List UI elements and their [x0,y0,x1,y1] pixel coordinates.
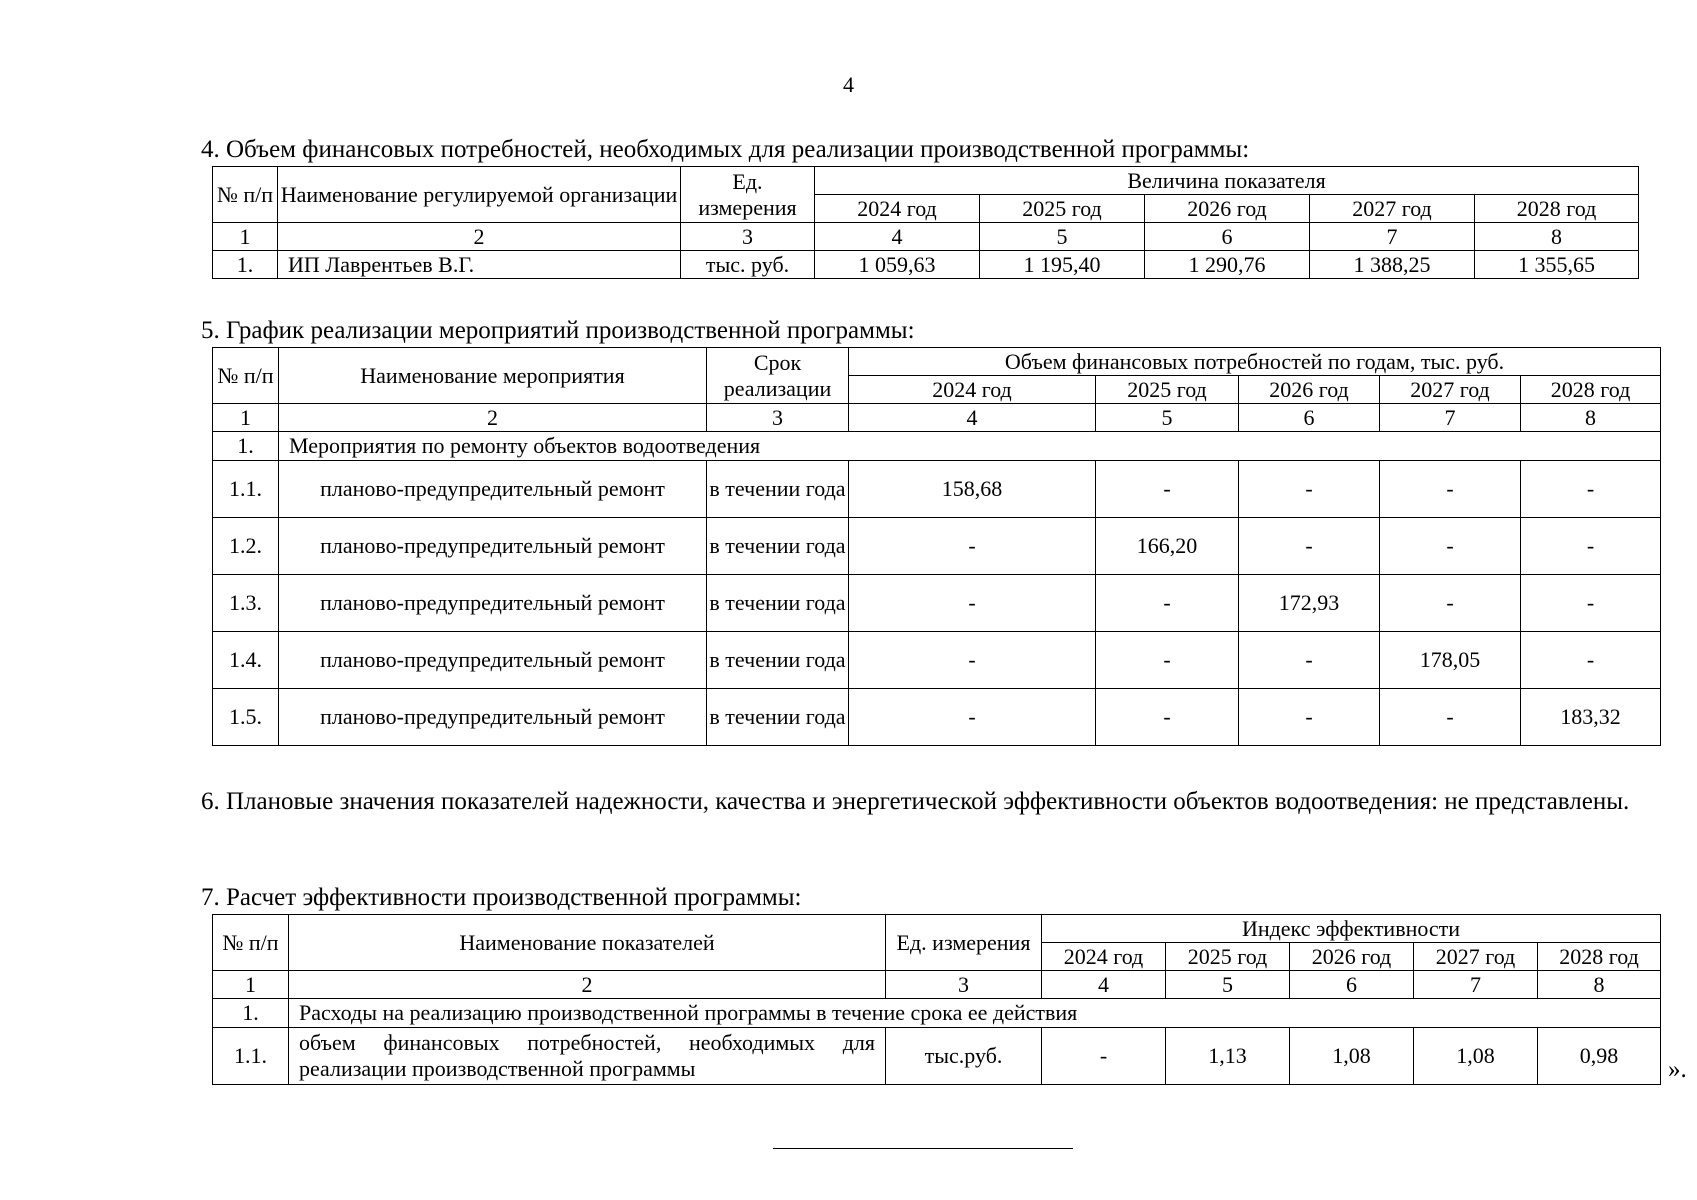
footer-divider [773,1148,1073,1149]
value-2028: 1 355,65 [1475,251,1639,279]
value-2028: - [1521,518,1661,575]
closing-quote: ». [1668,1056,1687,1083]
column-number: 2 [289,971,886,999]
value-2026: - [1239,518,1380,575]
header-year: 2025 год [980,195,1145,223]
activity-name: планово-предупредительный ремонт [279,518,707,575]
header-year: 2027 год [1414,943,1538,971]
row-num: 1.2. [213,518,279,575]
header-unit: Ед. измерения [681,167,815,223]
column-number: 5 [980,223,1145,251]
value-2024: 158,68 [849,461,1096,518]
column-number: 5 [1096,404,1239,432]
value-2026: 1 290,76 [1145,251,1310,279]
value-2024: - [849,689,1096,746]
value-2026: - [1239,689,1380,746]
value-2026: 1,08 [1290,1028,1414,1085]
term: в течении года [707,575,849,632]
table-row [213,251,1639,279]
column-number-row [213,404,1661,432]
value-2028: 0,98 [1538,1028,1661,1085]
value-2026: 172,93 [1239,575,1380,632]
column-number: 6 [1290,971,1414,999]
column-number: 3 [707,404,849,432]
column-number: 4 [1042,971,1166,999]
header-year: 2026 год [1145,195,1310,223]
column-number: 1 [213,404,279,432]
value-2024: - [849,632,1096,689]
term: в течении года [707,632,849,689]
header-year: 2028 год [1538,943,1661,971]
header-num: № п/п [213,167,278,223]
row-num: 1.3. [213,575,279,632]
header-org-name: Наименование регулируемой организации [278,167,681,223]
column-number: 1 [213,971,289,999]
section-5-title: 5. График реализации мероприятий производственной программы: [201,317,915,344]
value-2027: 1 388,25 [1310,251,1475,279]
row-num: 1. [213,432,279,461]
group-row [213,432,1661,461]
term: в течении года [707,689,849,746]
term: в течении года [707,461,849,518]
row-num: 1.1. [213,461,279,518]
column-number: 6 [1145,223,1310,251]
row-num: 1.5. [213,689,279,746]
table-row [213,575,1661,632]
value-2025: - [1096,632,1239,689]
table-row [213,1028,1661,1085]
header-unit: Ед. измерения [886,915,1042,971]
column-number: 4 [815,223,980,251]
unit: тыс. руб. [681,251,815,279]
header-year: 2025 год [1166,943,1290,971]
schedule-table [212,347,1661,746]
value-2027: 178,05 [1380,632,1521,689]
header-term: Срок реализации [707,348,849,404]
header-year: 2027 год [1380,376,1521,404]
efficiency-table [212,914,1661,1085]
row-num: 1.4. [213,632,279,689]
header-financial-needs: Объем финансовых потребностей по годам, тыс. руб. [849,348,1661,376]
header-year: 2024 год [815,195,980,223]
value-2024: - [1042,1028,1166,1085]
value-2027: - [1380,518,1521,575]
header-indicator-name: Наименование показателей [289,915,886,971]
activity-name: планово-предупредительный ремонт [279,461,707,518]
value-2026: - [1239,632,1380,689]
page-number: 4 [843,72,854,97]
column-number: 8 [1521,404,1661,432]
column-number-row [213,223,1639,251]
column-number-row [213,971,1661,999]
activity-name: планово-предупредительный ремонт [279,575,707,632]
section-7-title: 7. Расчет эффективности производственной программы: [201,884,802,911]
value-2028: - [1521,632,1661,689]
header-year: 2024 год [849,376,1096,404]
column-number: 7 [1414,971,1538,999]
value-2025: 1 195,40 [980,251,1145,279]
value-2027: - [1380,461,1521,518]
value-2027: - [1380,575,1521,632]
header-year: 2024 год [1042,943,1166,971]
term: в течении года [707,518,849,575]
column-number: 7 [1310,223,1475,251]
header-indicator-value: Величина показателя [815,167,1639,195]
table-row [213,518,1661,575]
value-2028: - [1521,461,1661,518]
column-number: 4 [849,404,1096,432]
activity-name: планово-предупредительный ремонт [279,689,707,746]
column-number: 6 [1239,404,1380,432]
row-num: 1. [213,999,289,1028]
indicator-name: объем финансовых потребностей, необходимых для реализации производственной программы [289,1028,886,1085]
column-number: 7 [1380,404,1521,432]
value-2026: - [1239,461,1380,518]
column-number: 8 [1475,223,1639,251]
header-activity-name: Наименование мероприятия [279,348,707,404]
value-2024: - [849,575,1096,632]
financial-needs-table [212,166,1639,279]
value-2028: 183,32 [1521,689,1661,746]
header-efficiency-index: Индекс эффективности [1042,915,1661,943]
column-number: 2 [278,223,681,251]
column-number: 2 [279,404,707,432]
column-number: 1 [213,223,278,251]
header-year: 2028 год [1475,195,1639,223]
header-year: 2028 год [1521,376,1661,404]
column-number: 3 [681,223,815,251]
header-num: № п/п [213,915,289,971]
header-year: 2025 год [1096,376,1239,404]
table-row [213,632,1661,689]
value-2024: 1 059,63 [815,251,980,279]
value-2024: - [849,518,1096,575]
header-year: 2026 год [1239,376,1380,404]
table-row [213,689,1661,746]
value-2025: 1,13 [1166,1028,1290,1085]
header-year: 2027 год [1310,195,1475,223]
column-number: 5 [1166,971,1290,999]
header-year: 2026 год [1290,943,1414,971]
table-row [213,461,1661,518]
column-number: 3 [886,971,1042,999]
row-num: 1.1. [213,1028,289,1085]
section-4-title: 4. Объем финансовых потребностей, необходимых для реализации производственной программы: [201,136,1250,163]
value-2025: - [1096,575,1239,632]
value-2025: - [1096,461,1239,518]
value-2025: 166,20 [1096,518,1239,575]
value-2027: 1,08 [1414,1028,1538,1085]
group-name: Расходы на реализацию производственной программы в течение срока ее действия [289,999,1661,1028]
row-num: 1. [213,251,278,279]
header-num: № п/п [213,348,279,404]
group-row [213,999,1661,1028]
org-name: ИП Лаврентьев В.Г. [278,251,681,279]
value-2028: - [1521,575,1661,632]
value-2027: - [1380,689,1521,746]
unit: тыс.руб. [886,1028,1042,1085]
activity-name: планово-предупредительный ремонт [279,632,707,689]
section-6-text: 6. Плановые значения показателей надежности, качества и энергетической эффективности объектов водоотведения: не представлены. [201,788,1630,815]
value-2025: - [1096,689,1239,746]
group-name: Мероприятия по ремонту объектов водоотведения [279,432,1661,461]
column-number: 8 [1538,971,1661,999]
